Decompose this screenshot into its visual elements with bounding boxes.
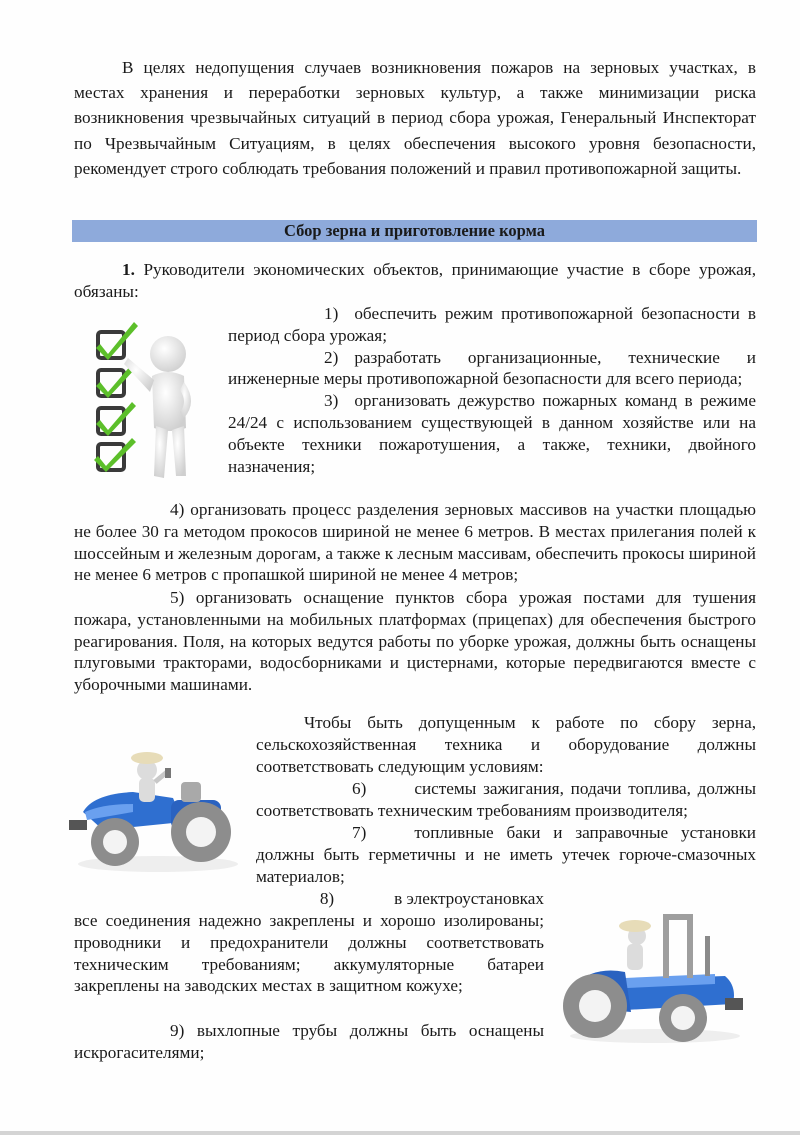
item-1-number: 1. [122, 260, 135, 279]
list-item: 4) организовать процесс разделения зерновых массивов на участки площадью не более 30 га методом прокосов шириной не менее 6 метров. В местах прилегания полей к шоссейным и железным дорогам, а также к лесным массивам, обеспечить прокосы шириной не менее 6 метров с пропашкой шириной не менее 4 метров; [74, 500, 757, 585]
item-1-text: Руководители экономических объектов, принимающие участие в сборе урожая, обязаны: [74, 260, 757, 301]
list-item: 5) организовать оснащение пунктов сбора урожая постами для тушения пожара, установленными на мобильных платформах (прицепах) для обеспечения быстрого реагирования. Поля, на которых ведутся работы по уборке урожая, должны быть оснащены плуговыми тракторами, водосборниками и цистернами, которые передвигаются вместе с уборочными машинами. [74, 588, 757, 695]
tractor-illustration-left [63, 712, 243, 882]
tractor-icon [63, 712, 243, 882]
list-item: 6) системы зажигания, подачи топлива, должны соответствовать техническим требованиям производителя; [256, 779, 756, 820]
page-bottom-edge [0, 1131, 800, 1135]
item-1-paragraph [74, 259, 756, 303]
tractor-icon [555, 900, 745, 1045]
section-title: Сбор зерна и приготовление корма [284, 221, 545, 240]
list-item: 1) обеспечить режим противопожарной безопасности в период сбора урожая; [228, 304, 756, 345]
intro-paragraph: В целях недопущения случаев возникновения пожаров на зерновых участках, в местах хранения и переработки зерновых культур, а также минимизации риска возникновения чрезвычайных ситуаций в период сбора урожая, Генеральный Инспекторат по Чрезвычайным Ситуациям, в целях обеспечения высокого уровня безопасности, рекомендует строго соблюдать требования положений и правил противопожарной защиты. [74, 58, 756, 178]
list-item: 7) топливные баки и заправочные установки должны быть герметичны и не иметь утечек горюче-смазочных материалов; [256, 823, 756, 886]
tractor-conditions-intro: Чтобы быть допущенным к работе по сбору зерна, сельскохозяйственная техника и оборудование должны соответствовать следующим условиям: [256, 713, 756, 776]
tractor-illustration-right [555, 900, 745, 1045]
list-item-8-first-line: 8) в электроустановках [319, 889, 544, 908]
items-1-3 [228, 303, 756, 477]
list-item: 3) организовать дежурство пожарных команд в режиме 24/24 с использованием существующей в данном хозяйстве или на объекте техники пожаротушения, а также, техники, двойного назначения; [228, 391, 756, 476]
list-item: 2) разработать организационные, технические и инженерные меры противопожарной безопасности для всего периода; [228, 347, 756, 389]
checklist-person-illustration [92, 318, 207, 488]
section-banner [72, 220, 757, 242]
checklist-icon [92, 318, 207, 488]
list-item: 9) выхлопные трубы должны быть оснащены искрогасителями; [74, 1021, 544, 1062]
list-item-8-body: все соединения надежно закреплены и хорошо изолированы; проводники и предохранители должны соответствовать техническим требованиям; аккумуляторные батареи закреплены на заводских местах в защитном кожухе; [74, 911, 544, 996]
